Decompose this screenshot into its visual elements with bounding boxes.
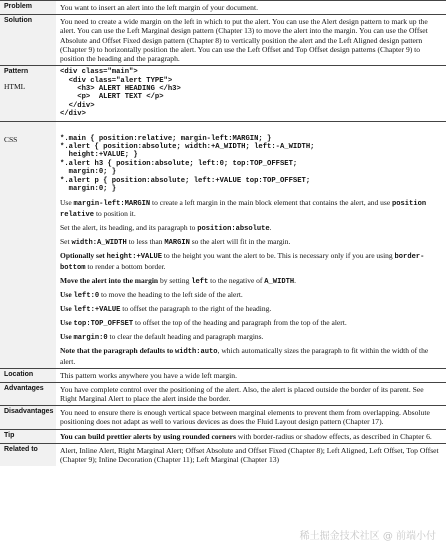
note-text: . [294, 275, 296, 285]
note-text: . [269, 222, 272, 232]
note-text: to the negative of [208, 275, 265, 285]
row-solution [0, 15, 446, 66]
note-text: Use [60, 197, 74, 207]
note-text: so the alert will fit in the margin. [189, 236, 291, 246]
note-text: Use [60, 289, 74, 299]
watermark: 稀土掘金技术社区 @ 前端小付 [299, 531, 436, 542]
note-text: Set [60, 236, 72, 246]
inline-code: left [191, 277, 209, 286]
content-advantages: You have complete control over the positioning of the alert. Also, the alert is placed outside the border of its parent. See Right Marginal Alert to place the alert inside the border. [56, 382, 446, 405]
row-advantages [0, 382, 446, 405]
inline-code: position relative [60, 199, 427, 219]
content-solution: You need to create a wide margin on the left in which to put the alert. You can use the Alert design pattern to mark up the alert. You can use the Left Marginal design pattern (Chapter 13) to move the alert into the margin. You can use the Offset Absolute and Offset Fixed design pattern (Chapter 8) to vertically position the alert and the Left Aligned design pattern (Chapter 9) to horizontally position the alert. You can use the Left Offset and Top Offset design patterns (Chapter 9) to position the heading and the paragraph. [56, 15, 446, 66]
inline-code: height:+VALUE [106, 252, 163, 261]
inline-code: top:TOP_OFFSET [73, 319, 134, 328]
row-location [0, 368, 446, 382]
label-css [0, 121, 56, 368]
note-text: , which automatically sizes the paragraph to fit within the width of the alert. [60, 345, 429, 366]
row-problem [0, 1, 446, 15]
row-related [0, 443, 446, 466]
note-text: by setting [159, 275, 192, 285]
inline-code: margin-left:MARGIN [73, 199, 151, 208]
note-text: to less than [126, 236, 165, 246]
note-text: Optionally set [60, 250, 107, 260]
inline-code: A_WIDTH [264, 277, 295, 286]
label-tip: Tip [0, 429, 56, 443]
note-text: Use [60, 317, 74, 327]
css-note [60, 290, 442, 301]
label-pattern-title: Pattern [4, 68, 29, 76]
note-text: to clear the default heading and paragraph margins. [107, 331, 264, 341]
css-note [60, 332, 442, 343]
label-pattern [0, 66, 56, 121]
label-pattern-html: HTML [4, 82, 26, 92]
tip-text: with border-radius or shadow effects, as described in Chapter 6. [235, 431, 432, 441]
tip-bold: You can build prettier alerts by using rounded corners [60, 431, 236, 441]
css-note [60, 318, 442, 329]
label-location: Location [0, 368, 56, 382]
content-tip [56, 429, 446, 443]
content-problem: You want to insert an alert into the left margin of your document. [56, 1, 446, 15]
content-disadvantages: You need to ensure there is enough vertical space between marginal elements to prevent them from overlapping. Absolute positioning does not adapt as well to various devices as does the Fluid Layout design pattern (Chapter 17). [56, 406, 446, 429]
inline-code: width:auto [175, 347, 218, 356]
inline-code: position:absolute [197, 224, 270, 233]
note-text: Move the alert into the margin [60, 275, 160, 285]
css-note [60, 304, 442, 315]
label-advantages: Advantages [0, 382, 56, 405]
content-css [56, 121, 446, 368]
row-disadvantages [0, 406, 446, 429]
inline-code: MARGIN [164, 238, 190, 247]
label-css-text: CSS [4, 134, 18, 144]
label-disadvantages: Disadvantages [0, 406, 56, 429]
row-pattern [0, 66, 446, 121]
note-text: Note that the paragraph defaults to [60, 345, 175, 355]
html-code: <div class="main"> <div class="alert TYPE"> <h3> ALERT HEADING </h3> <p> ALERT TEXT </p> </div> </div> [60, 68, 181, 119]
inline-code: border-bottom [60, 252, 425, 272]
css-note [60, 251, 442, 273]
note-text: to offset the paragraph to the right of the heading. [120, 303, 272, 313]
row-css [0, 121, 446, 368]
note-text: to the height you want the alert to be. This is necessary only if you are using [162, 250, 395, 260]
css-note [60, 276, 442, 287]
css-code: *.main { position:relative; margin-left:MARGIN; } *.alert { position:absolute; width:+A_WIDTH; left:-A_WIDTH; height:+VALUE; } *.alert h3 { position:absolute; left:0; top:TOP_OFFSET; margin:0; } *.alert p { position:absolute; left:+VALUE top:TOP_OFFSET; margin:0; } [60, 134, 315, 194]
note-text: to position it. [94, 208, 136, 218]
css-notes [60, 198, 442, 366]
css-note [60, 198, 442, 220]
css-note [60, 223, 442, 234]
inline-code: left:0 [73, 291, 100, 300]
label-problem: Problem [0, 1, 56, 15]
note-text: to move the heading to the left side of the alert. [99, 289, 243, 299]
note-text: to create a left margin in the main block element that contains the alert, and use [150, 197, 393, 207]
note-text: Set the alert, its heading, and its paragraph to [60, 222, 198, 232]
row-tip [0, 429, 446, 443]
note-text: to render a bottom border. [85, 261, 166, 271]
content-pattern [56, 66, 446, 121]
label-related: Related to [0, 443, 56, 466]
css-note [60, 346, 442, 366]
label-solution: Solution [0, 15, 56, 66]
content-related: Alert, Inline Alert, Right Marginal Alert; Offset Absolute and Offset Fixed (Chapter 8); Left Aligned, Left Offset, Top Offset (Chapter 9); Inline Decoration (Chapter 11); Left Marginal (Chapter 13) [56, 443, 446, 466]
css-note [60, 237, 442, 248]
note-text: Use [60, 331, 74, 341]
content-location: This pattern works anywhere you have a wide left margin. [56, 368, 446, 382]
note-text: Use [60, 303, 74, 313]
inline-code: width:A_WIDTH [71, 238, 127, 247]
note-text: to offset the top of the heading and paragraph from the top of the alert. [133, 317, 347, 327]
inline-code: left:+VALUE [73, 305, 121, 314]
inline-code: margin:0 [73, 333, 108, 342]
